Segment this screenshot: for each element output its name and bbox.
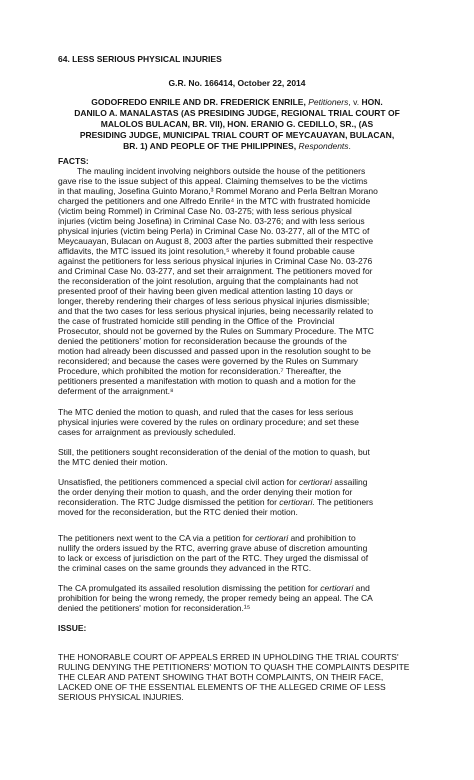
issue-line: RULING DENYING THE PETITIONERS' MOTION TO QUASH THE COMPLAINTS DESPITE: [58, 662, 410, 672]
facts-heading: FACTS:: [58, 156, 89, 166]
facts-paragraph: [58, 407, 359, 437]
facts-line: moved for the reconsideration, but the RTC denied their motion.: [58, 507, 298, 517]
facts-paragraph: [58, 477, 373, 517]
facts-line: [58, 533, 368, 543]
facts-line: [58, 477, 373, 487]
parties-line: [38, 141, 436, 152]
parties-line: MALOLOS BULACAN, BR. VII), HON. ERANIO G. CEDILLO, SR., (AS: [100, 119, 374, 129]
issue-line: THE CLEAR AND PATENT SHOWING THAT BOTH COMPLAINTS, ON THEIR FACE,: [58, 672, 384, 682]
facts-line: Procedure, which prohibited the motion for reconsideration.⁷ Thereafter, the: [58, 366, 342, 376]
facts-line: presented proof of their having been given medical attention lasting 10 days or: [58, 286, 353, 296]
issue-statement: [58, 652, 409, 702]
facts-line: gave rise to the issue subject of this appeal. Claiming themselves to be the victims: [58, 176, 368, 186]
facts-line: [58, 497, 373, 507]
facts-line: The MTC denied the motion to quash, and ruled that the cases for less serious: [58, 407, 354, 417]
facts-line: The mauling incident involving neighbors outside the house of the petitioners: [77, 166, 366, 176]
text-run: reconsideration. The RTC Judge dismissed the petition for: [58, 497, 280, 507]
document-title-block: [58, 54, 222, 64]
facts-line: and Criminal Case No. 03-277, and set their arraignment. The petitioners moved for: [58, 266, 373, 276]
document-title: 64. LESS SERIOUS PHYSICAL INJURIES: [58, 54, 222, 64]
parties-line: PRESIDING JUDGE, MUNICIPAL TRIAL COURT OF MEYCAUAYAN, BULACAN,: [79, 130, 395, 140]
facts-line: Prosecutor, should not be governed by the Rules on Summary Procedure. The MTC: [58, 326, 374, 336]
facts-paragraph: [58, 583, 373, 613]
issue-line: LACKED ONE OF THE ESSENTIAL ELEMENTS OF THE ALLEGED CRIME OF LESS: [58, 682, 386, 692]
issue-heading-block: [58, 623, 86, 633]
text-run: Unsatisfied, the petitioners commenced a special civil action for: [58, 477, 299, 487]
facts-line: longer, thereby rendering their charges of less serious physical injuries dismissible;: [58, 296, 370, 306]
facts-line: denied the petitioners’ motion for reconsideration because the grounds of the: [58, 336, 347, 346]
facts-line: reconsidered; and because the cases were governed by the Rules on Summary: [58, 356, 359, 366]
issue-line: THE HONORABLE COURT OF APPEALS ERRED IN UPHOLDING THE TRIAL COURTS': [58, 652, 399, 662]
facts-line: the MTC denied their motion.: [58, 457, 168, 467]
italic-term: certiorari: [279, 497, 313, 507]
facts-line: in that mauling, Josefina Guinto Morano,³ Rommel Morano and Perla Beltran Morano: [58, 186, 378, 196]
parties-line: [38, 97, 436, 108]
facts-line: injuries (victim being Josefina) in Criminal Case No. 03-276; and with less serious: [58, 216, 365, 226]
facts-line: the criminal cases on the same grounds they advanced in the RTC.: [58, 563, 312, 573]
facts-line: affidavits, the MTC issued its joint resolution,⁵ whereby it found probable cause: [58, 246, 355, 256]
facts-line: nullify the orders issued by the RTC, averring grave abuse of discretion amounting: [58, 543, 368, 553]
facts-line: the reconsideration of the joint resolution, arguing that the complainants had not: [58, 276, 359, 286]
facts-line: Still, the petitioners sought reconsideration of the denial of the motion to quash, but: [58, 447, 370, 457]
text-run: and prohibition to: [288, 533, 356, 543]
facts-line: [58, 583, 373, 593]
italic-term: certiorari: [320, 583, 354, 593]
facts-line: denied the petitioners' motion for reconsideration.¹⁵: [58, 603, 251, 613]
parties-line: DANILO A. MANALASTAS (AS PRESIDING JUDGE, REGIONAL TRIAL COURT OF: [74, 108, 400, 118]
text-run: . The petitioners: [312, 497, 374, 507]
party-role: Respondents: [298, 141, 349, 151]
facts-line: physical injuries were covered by the rules on ordinary procedure; and set these: [58, 417, 359, 427]
facts-line: to lack or excess of jurisdiction on the part of the RTC. They urged the dismissal of: [58, 553, 369, 563]
facts-line: and that the two cases for less serious physical injuries, being necessarily related to: [58, 306, 374, 316]
facts-line: Meycauayan, Bulacan on August 8, 2003 after the parties submitted their respective: [58, 236, 374, 246]
facts-heading-block: [58, 156, 89, 166]
issue-heading: ISSUE:: [58, 623, 87, 633]
facts-paragraph: [58, 166, 378, 396]
case-parties: [38, 97, 436, 152]
issue-line: SERIOUS PHYSICAL INJURIES.: [58, 692, 184, 702]
facts-line: against the petitioners for less serious physical injuries in Criminal Case No. 03-276: [58, 256, 373, 266]
facts-line: prohibition for being the wrong remedy, the proper remedy being an appeal. The CA: [58, 593, 373, 603]
case-number-block: [0, 78, 474, 88]
facts-line: petitioners presented a manifestation with motion to quash and a motion for the: [58, 376, 356, 386]
facts-line: (victim being Rommel) in Criminal Case No. 03-275; with less serious physical: [58, 206, 352, 216]
text-run: assailing: [332, 477, 368, 487]
case-number: G.R. No. 166414, October 22, 2014: [168, 78, 306, 88]
text-run: and: [353, 583, 370, 593]
facts-line: cases for arraignment as previously scheduled.: [58, 427, 236, 437]
facts-line: motion had already been discussed and passed upon in the resolution sought to be: [58, 346, 371, 356]
text-run: The petitioners next went to the CA via a petition for: [58, 533, 256, 543]
parties-text: BR. 1) AND PEOPLE OF THE PHILIPPINES,: [123, 141, 299, 151]
facts-line: deferment of the arraignment.⁸: [58, 386, 174, 396]
party-role: Petitioners: [308, 97, 349, 107]
italic-term: certiorari: [298, 477, 333, 487]
facts-paragraph: [58, 533, 368, 573]
parties-text: .: [348, 141, 351, 151]
italic-term: certiorari: [255, 533, 289, 543]
parties-text: GODOFREDO ENRILE AND DR. FREDERICK ENRILE,: [91, 97, 309, 107]
facts-paragraph: [58, 447, 370, 467]
text-run: The CA promulgated its assailed resolution dismissing the petition for: [58, 583, 321, 593]
parties-text: , v.: [348, 97, 362, 107]
facts-line: the order denying their motion to quash, and the order denying their motion for: [58, 487, 353, 497]
facts-line: charged the petitioners and one Alfredo Enrile⁴ in the MTC with frustrated homicide: [58, 196, 371, 206]
facts-line: physical injuries (victim being Perla) in Criminal Case No. 03-277, all of the MTC of: [58, 226, 370, 236]
parties-text: HON.: [361, 97, 383, 107]
facts-line: the case of frustrated homicide still pending in the Office of the Provincial: [58, 316, 335, 326]
